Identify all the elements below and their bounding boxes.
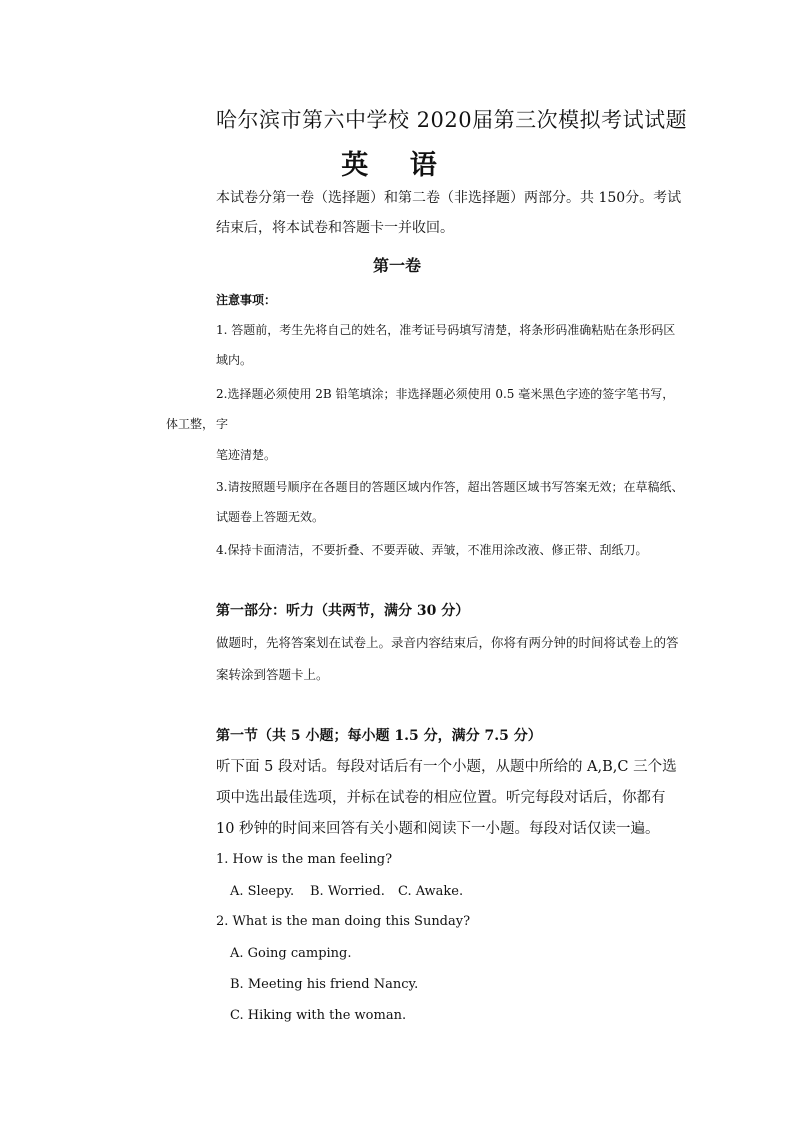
note-item: 4.保持卡面清洁，不要折叠、不要弄破、弄皱，不准用涂改液、修正带、刮纸刀。 xyxy=(216,543,648,557)
note-item: 笔迹清楚。 xyxy=(216,448,277,462)
note-item: 1. 答题前，考生先将自己的姓名，准考证号码填写清楚，将条形码准确粘贴在条形码区域内。 xyxy=(216,323,676,367)
question-stem: 2. What is the man doing this Sunday? xyxy=(216,914,471,929)
option: B. Worried. xyxy=(310,884,385,899)
option: C. Awake. xyxy=(398,884,464,899)
option: A. Sleepy. xyxy=(230,884,295,899)
option: A. Going camping. xyxy=(230,946,352,961)
notes-heading: 注意事项： xyxy=(216,293,277,307)
question-stem: 1. How is the man feeling? xyxy=(216,852,393,867)
option: B. Meeting his friend Nancy. xyxy=(230,977,419,992)
option: C. Hiking with the woman. xyxy=(230,1008,407,1023)
note-item: 3.请按照题号顺序在各题目的答题区域内作答，超出答题区域书写答案无效；在草稿纸、试题卷上答题无效。 xyxy=(216,480,684,524)
volume-heading: 第一卷 xyxy=(372,256,421,275)
section1-instructions: 听下面 5 段对话。每段对话后有一个小题，从题中所给的 A,B,C 三个选项中选出最佳选项，并标在试卷的相应位置。听完每段对话后，你都有 10 秒钟的时间来回答有关小题和阅读下一小题。每段对话仅读一遍。 xyxy=(216,759,677,837)
section1-heading: 第一节（共 5 小题；每小题 1.5 分，满分 7.5 分） xyxy=(216,728,542,744)
subject-title: 英 语 xyxy=(341,150,453,181)
part1-instructions: 做题时，先将答案划在试卷上。录音内容结束后，你将有两分钟的时间将试卷上的答案转涂到答题卡上。 xyxy=(216,635,679,682)
exam-title: 哈尔滨市第六中学校 2020届第三次模拟考试试题 xyxy=(216,108,688,132)
intro-text: 本试卷分第一卷（选择题）和第二卷（非选择题）两部分。共 150分。考试结束后，将本试卷和答题卡一并收回。 xyxy=(216,190,682,236)
note-item: 2.选择题必须使用 2B 铅笔填涂；非选择题必须使用 0.5 毫米黑色字迹的签字笔书写，字 xyxy=(216,387,675,431)
note-item: 体工整， xyxy=(166,417,215,431)
part1-heading: 第一部分：听力（共两节，满分 30 分） xyxy=(216,603,470,619)
